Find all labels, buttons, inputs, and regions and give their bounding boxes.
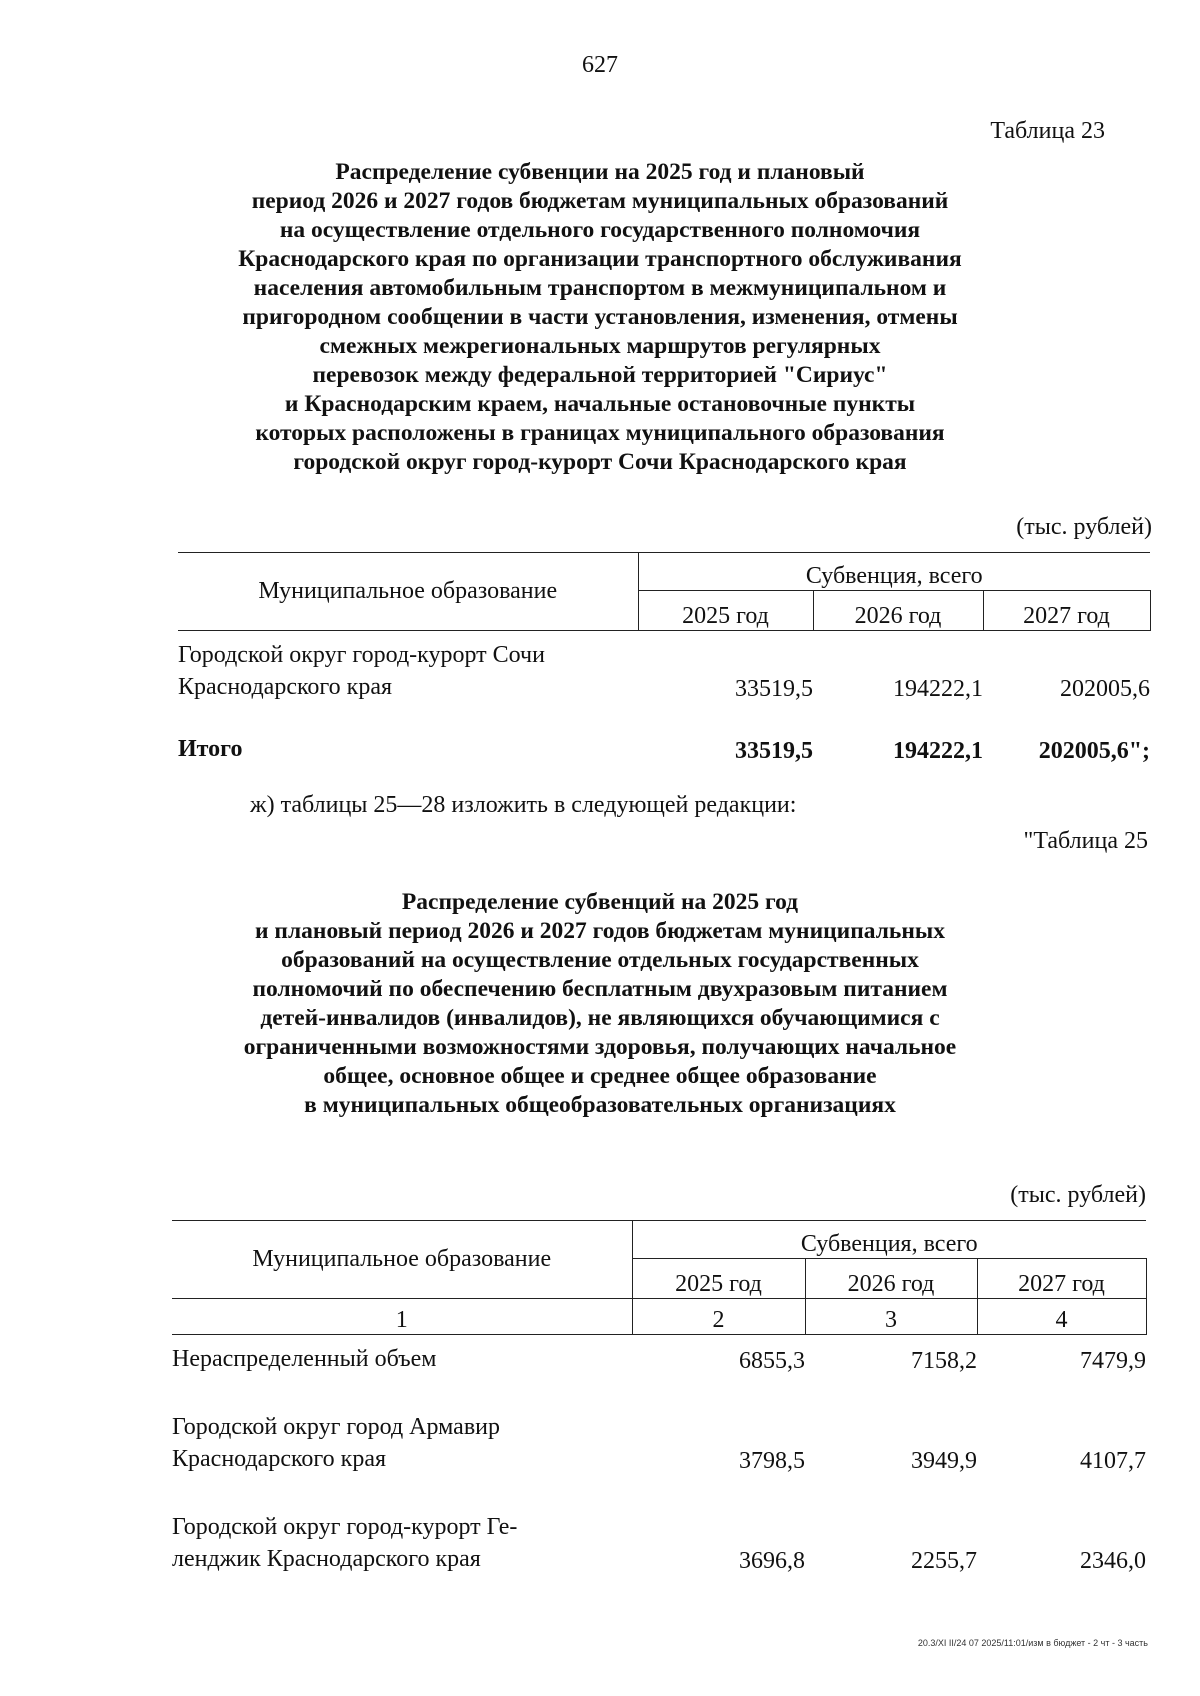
title-line: ограниченными возможностями здоровья, получающих начальное [243, 1034, 957, 1060]
table-23 [178, 552, 1151, 765]
title-line: городской округ город-курорт Сочи Краснодарского края [293, 449, 907, 475]
value-2026: 194222,1 [893, 675, 983, 702]
row-name-line: Краснодарского края [172, 1445, 387, 1472]
row-name-line: Городской округ город Армавир [172, 1413, 500, 1440]
title-line: образований на осуществление отдельных государственных [281, 947, 919, 973]
header-municipality: Муниципальное образование [172, 1221, 632, 1299]
row-name [172, 1375, 632, 1475]
title-line: Распределение субвенции на 2025 год и плановый [335, 159, 865, 185]
table-25 [172, 1220, 1147, 1575]
value-2025: 3798,5 [739, 1447, 805, 1474]
title-line: которых расположены в границах муниципального образования [255, 420, 945, 446]
title-line: перевозок между федеральной территорией "Сириус" [312, 362, 888, 388]
value-2026: 7158,2 [911, 1347, 977, 1374]
title-line: в муниципальных общеобразовательных организациях [304, 1092, 896, 1118]
title-line: полномочий по обеспечению бесплатным двухразовым питанием [252, 976, 948, 1002]
footer-note: 20.3/XI II/24 07 2025/11:01/изм в бюджет - 2 чт - 3 часть [917, 1638, 1148, 1648]
page-number: 627 [582, 52, 618, 78]
header-subvention-total: Субвенция, всего [638, 553, 1150, 591]
title-line: населения автомобильным транспортом в межмуниципальном и [253, 275, 947, 301]
column-number: 4 [977, 1299, 1146, 1335]
row-name-line: Городской округ город-курорт Ге- [172, 1513, 518, 1540]
title-line: Краснодарского края по организации транспортного обслуживания [238, 246, 962, 272]
row-name-line: Городской округ город-курорт Сочи [178, 641, 545, 668]
table-23-title [150, 158, 1050, 477]
title-line: на осуществление отдельного государственного полномочия [279, 217, 921, 243]
row-name [178, 631, 638, 703]
row-name-line: Краснодарского края [178, 673, 393, 700]
header-year-2027: 2027 год [977, 1259, 1146, 1299]
header-year-2025: 2025 год [638, 591, 813, 631]
table-25-label: "Таблица 25 [1023, 828, 1148, 854]
value-2025: 6855,3 [739, 1347, 805, 1374]
value-2025: 33519,5 [735, 675, 813, 702]
column-number: 3 [805, 1299, 977, 1335]
header-year-2027: 2027 год [983, 591, 1150, 631]
total-row [178, 703, 1150, 765]
header-year-2026: 2026 год [813, 591, 983, 631]
table-row [178, 631, 1150, 703]
table-23-label: Таблица 23 [990, 118, 1105, 144]
total-2025: 33519,5 [735, 737, 813, 764]
table-row [172, 1475, 1146, 1575]
header-year-2025: 2025 год [632, 1259, 805, 1299]
header-municipality: Муниципальное образование [178, 553, 638, 631]
title-line: и Краснодарским краем, начальные остановочные пункты [284, 391, 916, 417]
title-line: и плановый период 2026 и 2027 годов бюджетам муниципальных [255, 918, 945, 944]
total-2027: 202005,6"; [1038, 737, 1151, 764]
title-line: пригородном сообщении в части установления, изменения, отмены [242, 304, 958, 330]
value-2027: 2346,0 [1080, 1547, 1147, 1574]
row-name [172, 1475, 632, 1575]
table-25-title [150, 888, 1050, 1120]
table-25-units: (тыс. рублей) [1010, 1182, 1146, 1208]
value-2025: 3696,8 [739, 1547, 805, 1574]
value-2027: 202005,6 [1060, 675, 1151, 702]
header-subvention-total: Субвенция, всего [632, 1221, 1146, 1259]
title-line: период 2026 и 2027 годов бюджетам муниципальных образований [251, 188, 949, 214]
table-row [172, 1335, 1146, 1375]
column-number: 2 [632, 1299, 805, 1335]
value-2026: 3949,9 [911, 1447, 977, 1474]
value-2027: 7479,9 [1080, 1347, 1147, 1374]
title-line: детей-инвалидов (инвалидов), не являющихся обучающимися с [260, 1005, 940, 1031]
table-row [172, 1375, 1146, 1475]
row-name-line: ленджик Краснодарского края [172, 1545, 481, 1572]
row-name-line: Нераспределенный объем [172, 1345, 437, 1372]
header-year-2026: 2026 год [805, 1259, 977, 1299]
total-2026: 194222,1 [893, 737, 983, 764]
column-numbers-row [172, 1299, 1146, 1335]
column-number: 1 [172, 1299, 632, 1335]
total-label: Итого [178, 735, 243, 762]
title-line: общее, основное общее и среднее общее образование [323, 1063, 877, 1089]
title-line: смежных межрегиональных маршрутов регулярных [319, 333, 881, 359]
table-23-units: (тыс. рублей) [1016, 514, 1152, 540]
row-name [172, 1335, 632, 1375]
amendment-paragraph: ж) таблицы 25—28 изложить в следующей редакции: [250, 792, 797, 818]
value-2027: 4107,7 [1080, 1447, 1147, 1474]
value-2026: 2255,7 [911, 1547, 977, 1574]
title-line: Распределение субвенций на 2025 год [401, 889, 799, 915]
